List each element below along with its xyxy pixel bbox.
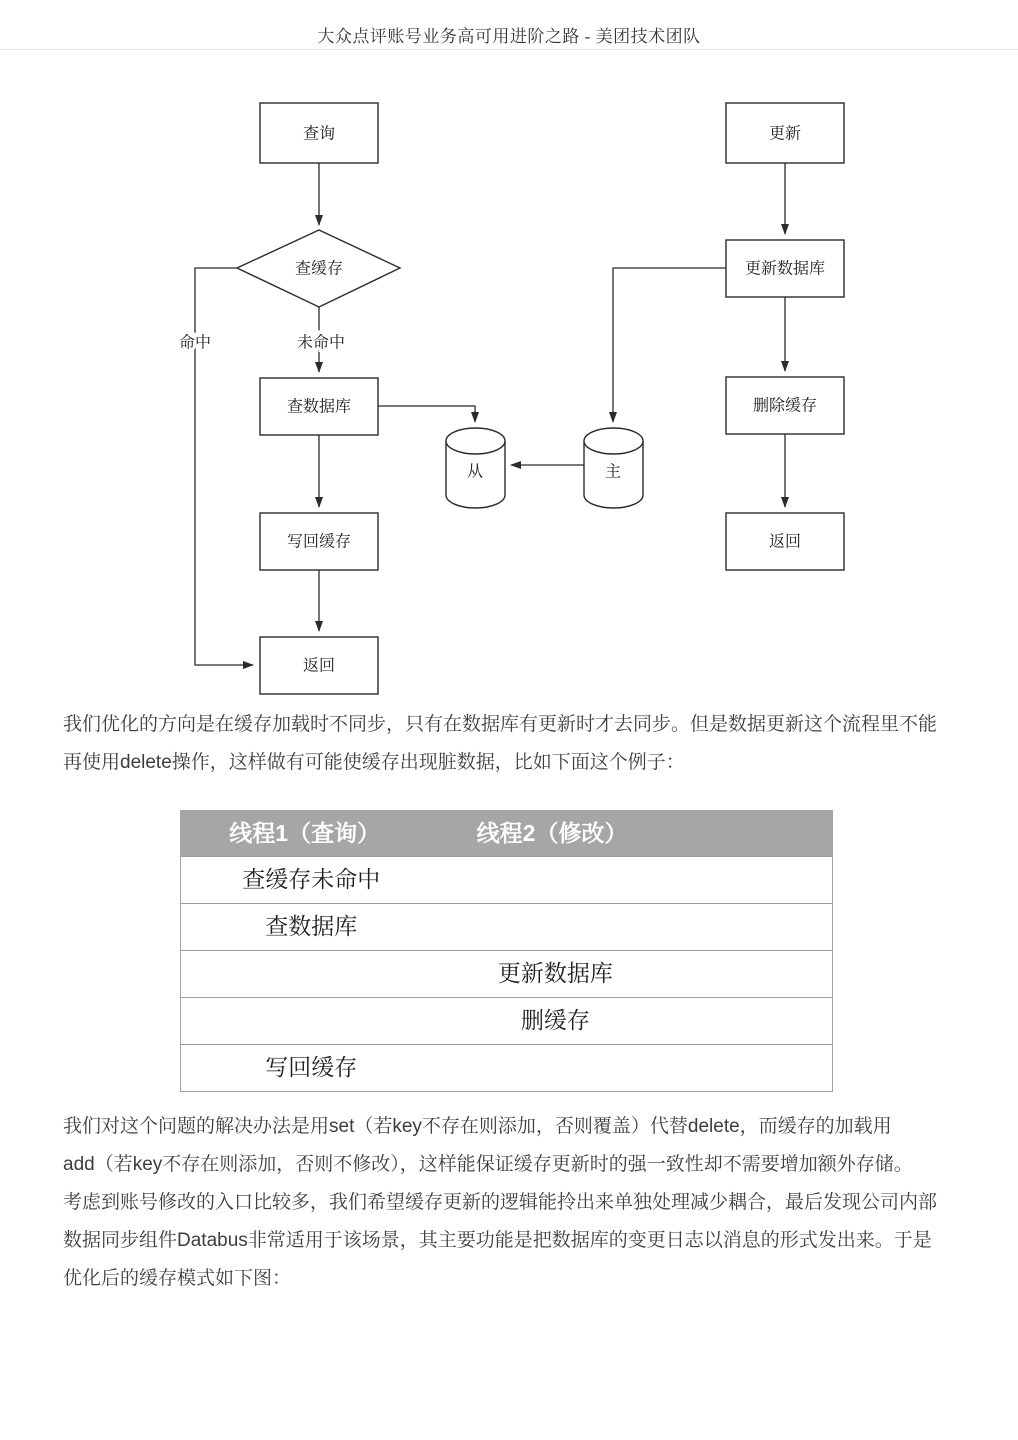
svg-text:删除缓存: 删除缓存 — [752, 397, 818, 415]
node-write-back — [260, 513, 378, 570]
node-cache-check-diamond — [237, 230, 400, 307]
table-row — [181, 856, 832, 903]
node-delete-cache — [726, 377, 844, 434]
node-return-left — [260, 637, 378, 694]
node-query — [260, 103, 378, 163]
table-row — [181, 903, 832, 950]
table-row — [181, 997, 832, 1044]
node-update-db — [726, 240, 844, 297]
page-title: 大众点评账号业务高可用进阶之路 - 美团技术团队 — [317, 27, 701, 46]
svg-text:主: 主 — [604, 463, 622, 481]
thread-race-table — [180, 810, 833, 1092]
node-return-right — [726, 513, 844, 570]
svg-text:查缓存: 查缓存 — [294, 260, 344, 278]
svg-text:写回缓存: 写回缓存 — [286, 533, 352, 551]
table-cell: 查数据库 — [265, 914, 358, 939]
node-query-db — [260, 378, 378, 435]
svg-text:更新: 更新 — [768, 125, 802, 143]
table-row — [181, 1044, 832, 1091]
node-slave-db-cylinder — [446, 428, 505, 508]
table-cell: 查缓存未命中 — [242, 867, 381, 892]
table-header-thread1: 线程1（查询） — [229, 820, 381, 846]
svg-text:查询: 查询 — [302, 125, 336, 143]
svg-text:更新数据库: 更新数据库 — [744, 260, 826, 278]
svg-text:从: 从 — [466, 463, 484, 481]
paragraph-cache-sync — [63, 706, 963, 782]
paragraph-line: 我们对这个问题的解决办法是用set（若key不存在则添加，否则覆盖）代替delete，而缓存的加载用 — [63, 1116, 892, 1137]
svg-text:返回: 返回 — [768, 533, 802, 551]
table-cell: 写回缓存 — [265, 1055, 358, 1080]
branch-label-hit: 命中 — [178, 334, 212, 352]
table-cell: 更新数据库 — [497, 961, 613, 986]
node-master-db-cylinder — [584, 428, 643, 508]
svg-text:返回: 返回 — [302, 657, 336, 675]
paragraph-line: 考虑到账号修改的入口比较多，我们希望缓存更新的逻辑能拎出来单独处理减少耦合，最后发现公司内部 — [63, 1192, 938, 1213]
node-update — [726, 103, 844, 163]
table-header-thread2: 线程2（修改） — [476, 820, 628, 846]
paragraph-line: 优化后的缓存模式如下图： — [63, 1268, 292, 1289]
page-header — [0, 0, 1018, 50]
paragraph-line: 我们优化的方向是在缓存加载时不同步，只有在数据库有更新时才去同步。但是数据更新这个流程里不能 — [63, 714, 938, 735]
paragraph-solution — [63, 1108, 963, 1298]
svg-text:查数据库: 查数据库 — [286, 398, 352, 416]
paragraph-line: add（若key不存在则添加，否则不修改），这样能保证缓存更新时的强一致性却不需要增加额外存储。 — [63, 1154, 913, 1175]
edge-querydb-to-slave — [378, 406, 475, 422]
edge-hit-to-return — [195, 268, 253, 665]
paragraph-line: 数据同步组件Databus非常适用于该场景，其主要功能是把数据库的变更日志以消息的形式发出来。于是 — [63, 1230, 932, 1251]
branch-label-miss: 未命中 — [296, 334, 346, 352]
edge-updatedb-to-master — [613, 268, 726, 422]
table-cell: 删缓存 — [520, 1008, 590, 1033]
table-row — [181, 950, 832, 997]
table-header-row — [181, 811, 832, 856]
cache-flow-diagram — [0, 70, 1018, 710]
paragraph-line: 再使用delete操作，这样做有可能使缓存出现脏数据，比如下面这个例子： — [63, 752, 685, 773]
